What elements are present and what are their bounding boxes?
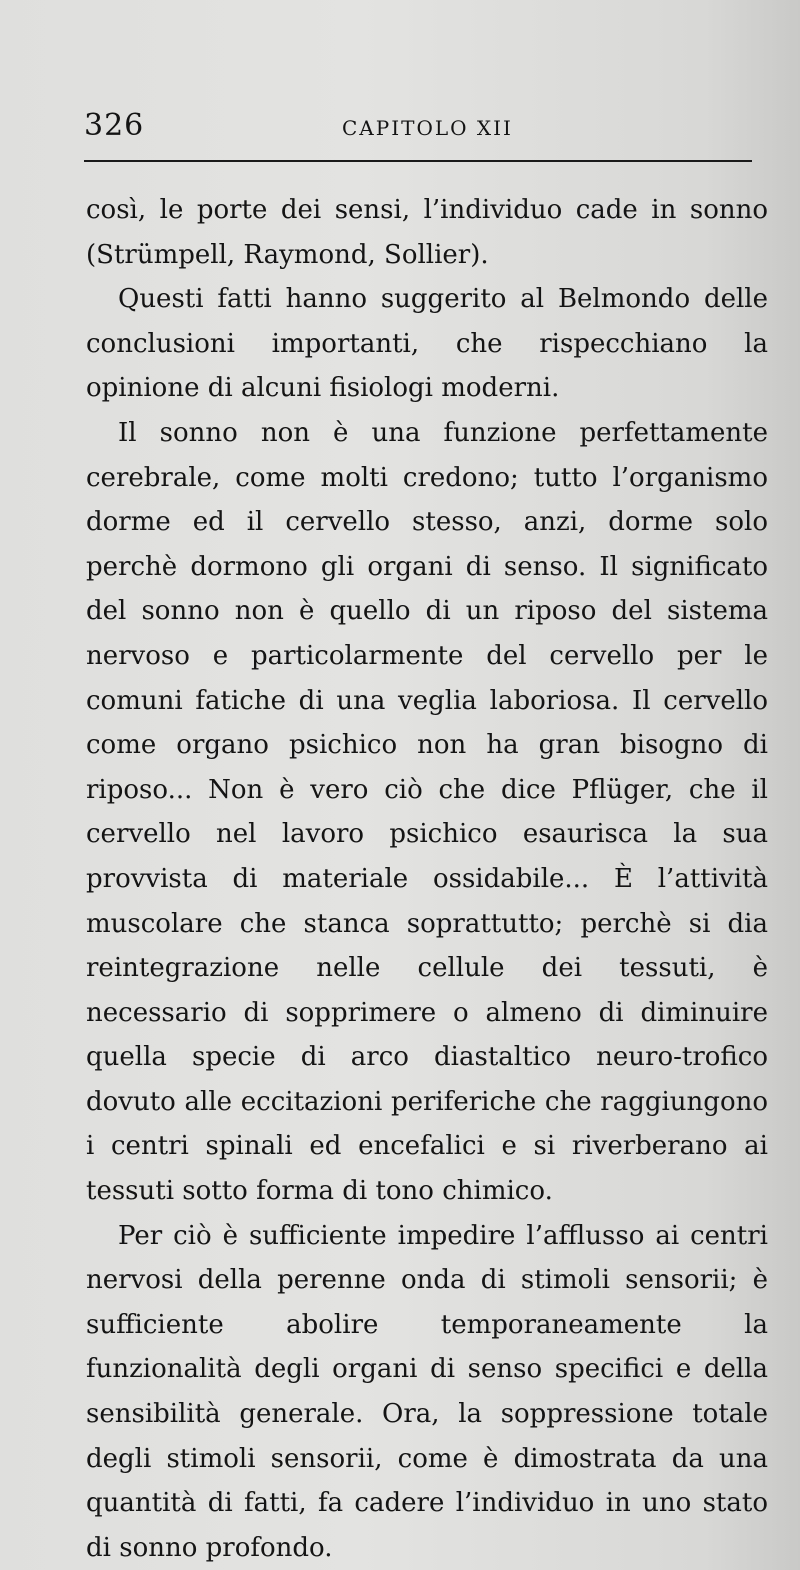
paragraph-2: Questi fatti hanno suggerito al Belmondo delle conclusioni importanti, che rispecchiano la opinione di alcuni fisiologi moderni. bbox=[86, 284, 768, 404]
body-text bbox=[86, 188, 768, 1570]
paragraph-4: Per ciò è sufficiente impedire l’afflusso ai centri nervosi della perenne onda di stimoli sensorii; è sufficiente abolire temporaneamente la funzionalità degli organi di senso specifici e della sensibilità generale. Ora, la soppressione totale degli stimoli sensorii, come è dimostrata da una quantità di fatti, fa cadere l’individuo in uno stato di sonno profondo. bbox=[86, 1220, 768, 1563]
paragraph-1: così, le porte dei sensi, l’individuo cade in sonno (Strümpell, Raymond, Sollier). bbox=[86, 195, 768, 270]
running-head bbox=[84, 108, 754, 152]
paragraph-3: Il sonno non è una funzione perfettamente cerebrale, come molti credono; tutto l’organismo dorme ed il cervello stesso, anzi, dorme solo perchè dormono gli organi di senso. Il significato del sonno non è quello di un riposo del sistema nervoso e particolarmente del cervello per le comuni fatiche di una veglia laboriosa. Il cervello come organo psichico non ha gran bisogno di riposo... Non è vero ciò che dice Pflüger, che il cervello nel lavoro psichico esaurisca la sua provvista di materiale ossidabile... È l’attività muscolare che stanca soprattutto; perchè si dia reintegrazione nelle cellule dei tessuti, è necessario di sopprimere o almeno di diminuire quella specie di arco diastaltico neuro-trofico dovuto alle eccitazioni periferiche che raggiungono i centri spinali ed encefalici e si riverberano ai tessuti sotto forma di tono chimico. bbox=[86, 417, 768, 1207]
header-rule bbox=[84, 160, 752, 162]
page-number: 326 bbox=[84, 108, 145, 143]
chapter-title: CAPITOLO XII bbox=[342, 116, 513, 140]
